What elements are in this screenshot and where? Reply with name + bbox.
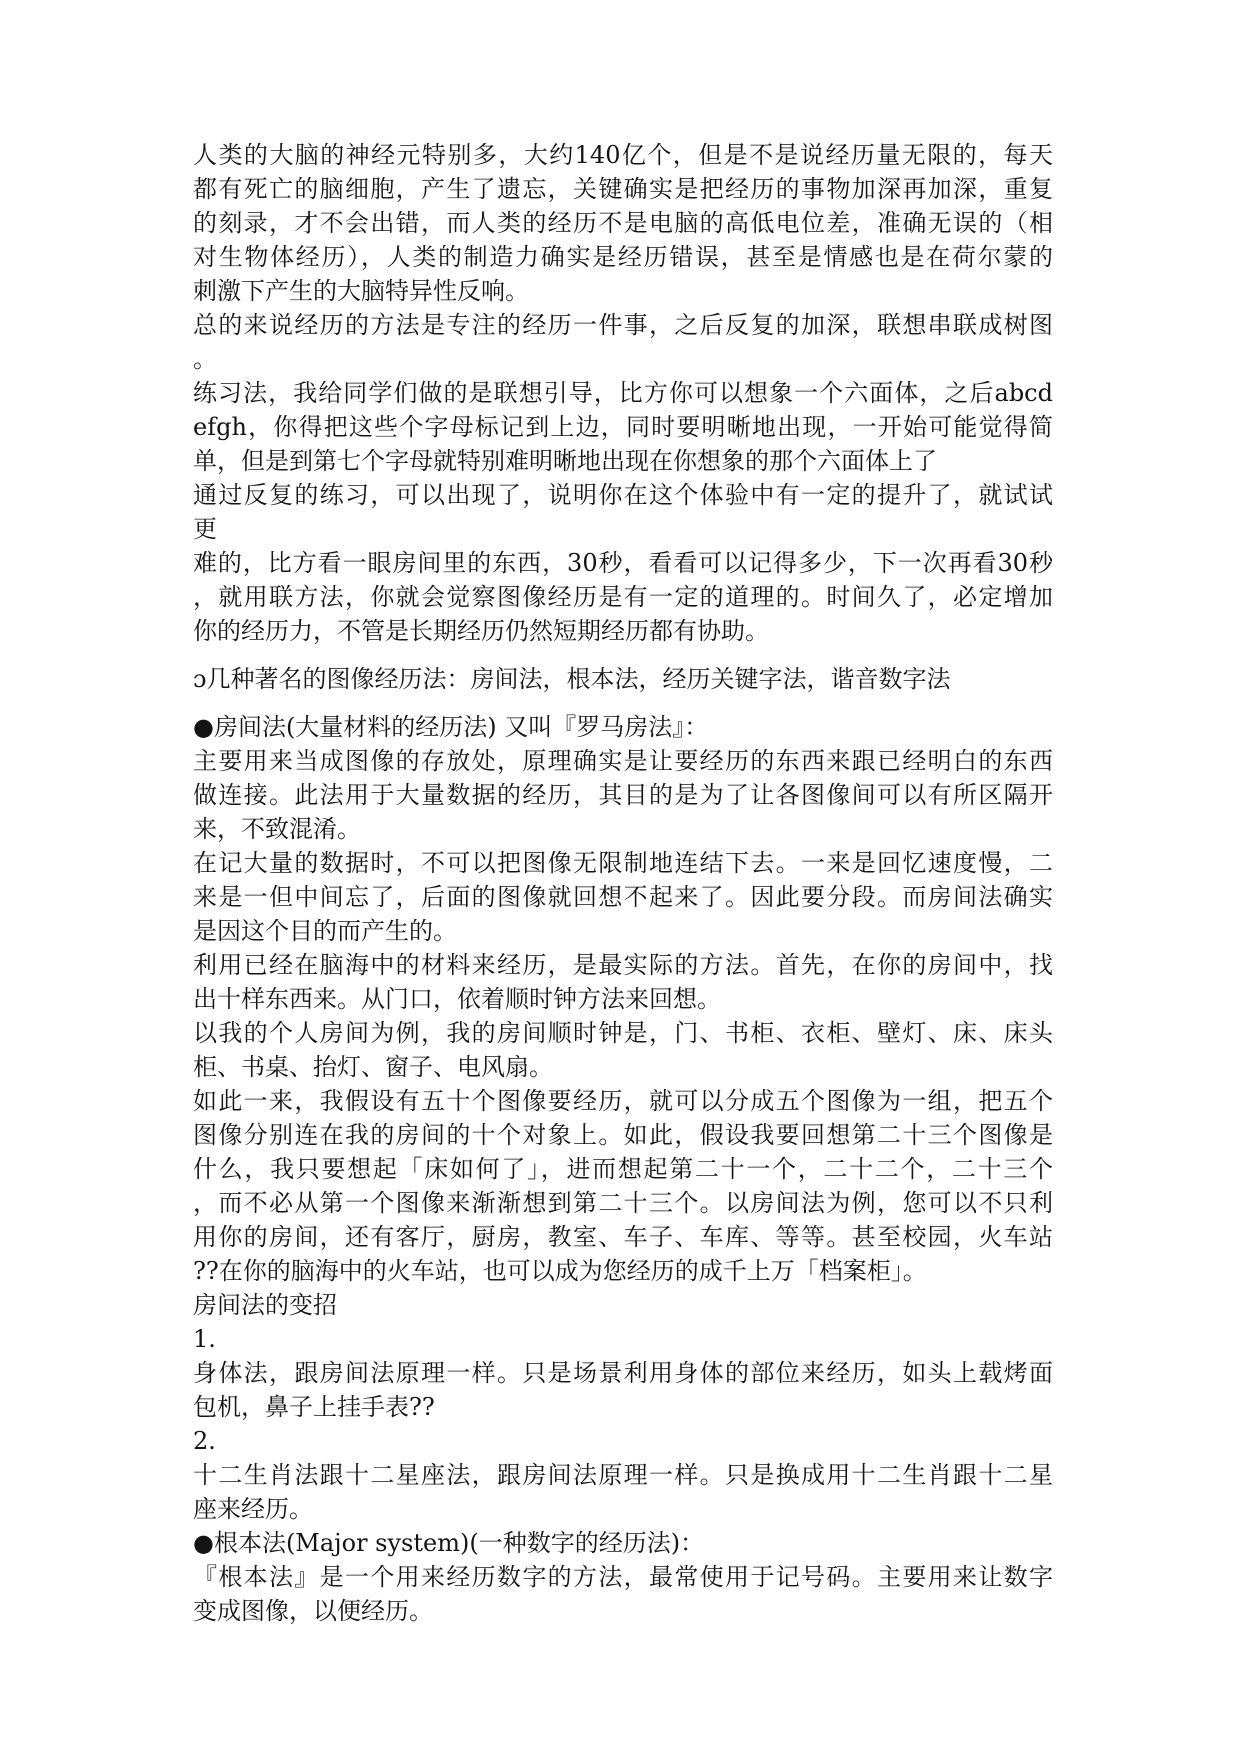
paragraph-line: 图像分别连在我的房间的十个对象上。如此，假设我要回想第二十三个图像是 <box>193 1121 1053 1149</box>
paragraph-line: 主要用来当成图像的存放处，原理确实是让要经历的东西来跟已经明白的东西 <box>193 747 1053 775</box>
paragraph-line: 来，不致混淆。 <box>193 815 361 843</box>
paragraph-line: 出十样东西来。从门口，依着顺时钟方法来回想。 <box>193 985 721 1013</box>
paragraph-line: 都有死亡的脑细胞，产生了遗忘，关键确实是把经历的事物加深再加深，重复 <box>193 175 1053 203</box>
paragraph-line: 来是一但中间忘了，后面的图像就回想不起来了。因此要分段。而房间法确实 <box>193 883 1053 911</box>
section-heading: ●根本法(Major system)(一种数字的经历法)： <box>193 1529 705 1557</box>
paragraph-line: 的刻录，才不会出错，而人类的经历不是电脑的高低电位差，准确无误的（相 <box>193 209 1053 237</box>
paragraph-line: ，而不必从第一个图像来渐渐想到第二十三个。以房间法为例，您可以不只利 <box>193 1189 1053 1217</box>
paragraph-line: 以我的个人房间为例，我的房间顺时钟是，门、书柜、衣柜、壁灯、床、床头 <box>193 1019 1053 1047</box>
paragraph-line: efgh，你得把这些个字母标记到上边，同时要明晰地出现，一开始可能觉得简 <box>193 413 1053 441</box>
section-heading: ●房间法(大量材料的经历法) 又叫『罗马房法』： <box>193 713 709 741</box>
paragraph-line: ??在你的脑海中的火车站，也可以成为您经历的成千上万「档案柜」。 <box>193 1257 927 1285</box>
paragraph-line: 座来经历。 <box>193 1495 313 1523</box>
paragraph-line: 如此一来，我假设有五十个图像要经历，就可以分成五个图像为一组，把五个 <box>193 1087 1053 1115</box>
subsection-heading: 房间法的变招 <box>193 1291 337 1319</box>
paragraph-line: 难的，比方看一眼房间里的东西，30秒，看看可以记得多少，下一次再看30秒 <box>193 549 1053 577</box>
paragraph-line: 对生物体经历），人类的制造力确实是经历错误，甚至是情感也是在荷尔蒙的 <box>193 243 1053 271</box>
paragraph-line: 。 <box>193 345 217 373</box>
paragraph-line: 你的经历力，不管是长期经历仍然短期经历都有协助。 <box>193 617 769 645</box>
paragraph-line: 做连接。此法用于大量数据的经历，其目的是为了让各图像间可以有所区隔开 <box>193 781 1053 809</box>
paragraph-line: 十二生肖法跟十二星座法，跟房间法原理一样。只是换成用十二生肖跟十二星 <box>193 1461 1053 1489</box>
paragraph-line: 柜、书桌、抬灯、窗子、电风扇。 <box>193 1053 553 1081</box>
paragraph-line: 总的来说经历的方法是专注的经历一件事，之后反复的加深，联想串联成树图 <box>193 311 1053 339</box>
list-number: 1. <box>193 1325 216 1353</box>
paragraph-line: 通过反复的练习，可以出现了，说明你在这个体验中有一定的提升了，就试试 <box>193 481 1053 509</box>
list-number: 2. <box>193 1427 216 1455</box>
paragraph-line: 用你的房间，还有客厅，厨房，教室、车子、车库、等等。甚至校园，火车站 <box>193 1223 1053 1251</box>
section-heading: ɔ几种著名的图像经历法：房间法，根本法，经历关键字法，谐音数字法 <box>193 665 951 693</box>
paragraph-line: ，就用联方法，你就会觉察图像经历是有一定的道理的。时间久了，必定增加 <box>193 583 1053 611</box>
paragraph-line: 包机，鼻子上挂手表?? <box>193 1393 435 1421</box>
paragraph-line: 刺激下产生的大脑特异性反响。 <box>193 277 529 305</box>
paragraph-line: 更 <box>193 515 217 543</box>
paragraph-line: 利用已经在脑海中的材料来经历，是最实际的方法。首先，在你的房间中，找 <box>193 951 1053 979</box>
paragraph-line: 人类的大脑的神经元特别多，大约140亿个，但是不是说经历量无限的，每天 <box>193 141 1053 169</box>
paragraph-line: 身体法，跟房间法原理一样。只是场景利用身体的部位来经历，如头上载烤面 <box>193 1359 1053 1387</box>
paragraph-line: 什么，我只要想起「床如何了」，进而想起第二十一个，二十二个，二十三个 <box>193 1155 1053 1183</box>
paragraph-line: 单，但是到第七个字母就特别难明晰地出现在你想象的那个六面体上了 <box>193 447 937 475</box>
paragraph-line: 是因这个目的而产生的。 <box>193 917 457 945</box>
paragraph-line: 练习法，我给同学们做的是联想引导，比方你可以想象一个六面体，之后abcd <box>193 379 1053 407</box>
paragraph-line: 变成图像，以便经历。 <box>193 1597 433 1625</box>
paragraph-line: 在记大量的数据时，不可以把图像无限制地连结下去。一来是回忆速度慢，二 <box>193 849 1053 877</box>
paragraph-line: 『根本法』是一个用来经历数字的方法，最常使用于记号码。主要用来让数字 <box>193 1563 1053 1591</box>
